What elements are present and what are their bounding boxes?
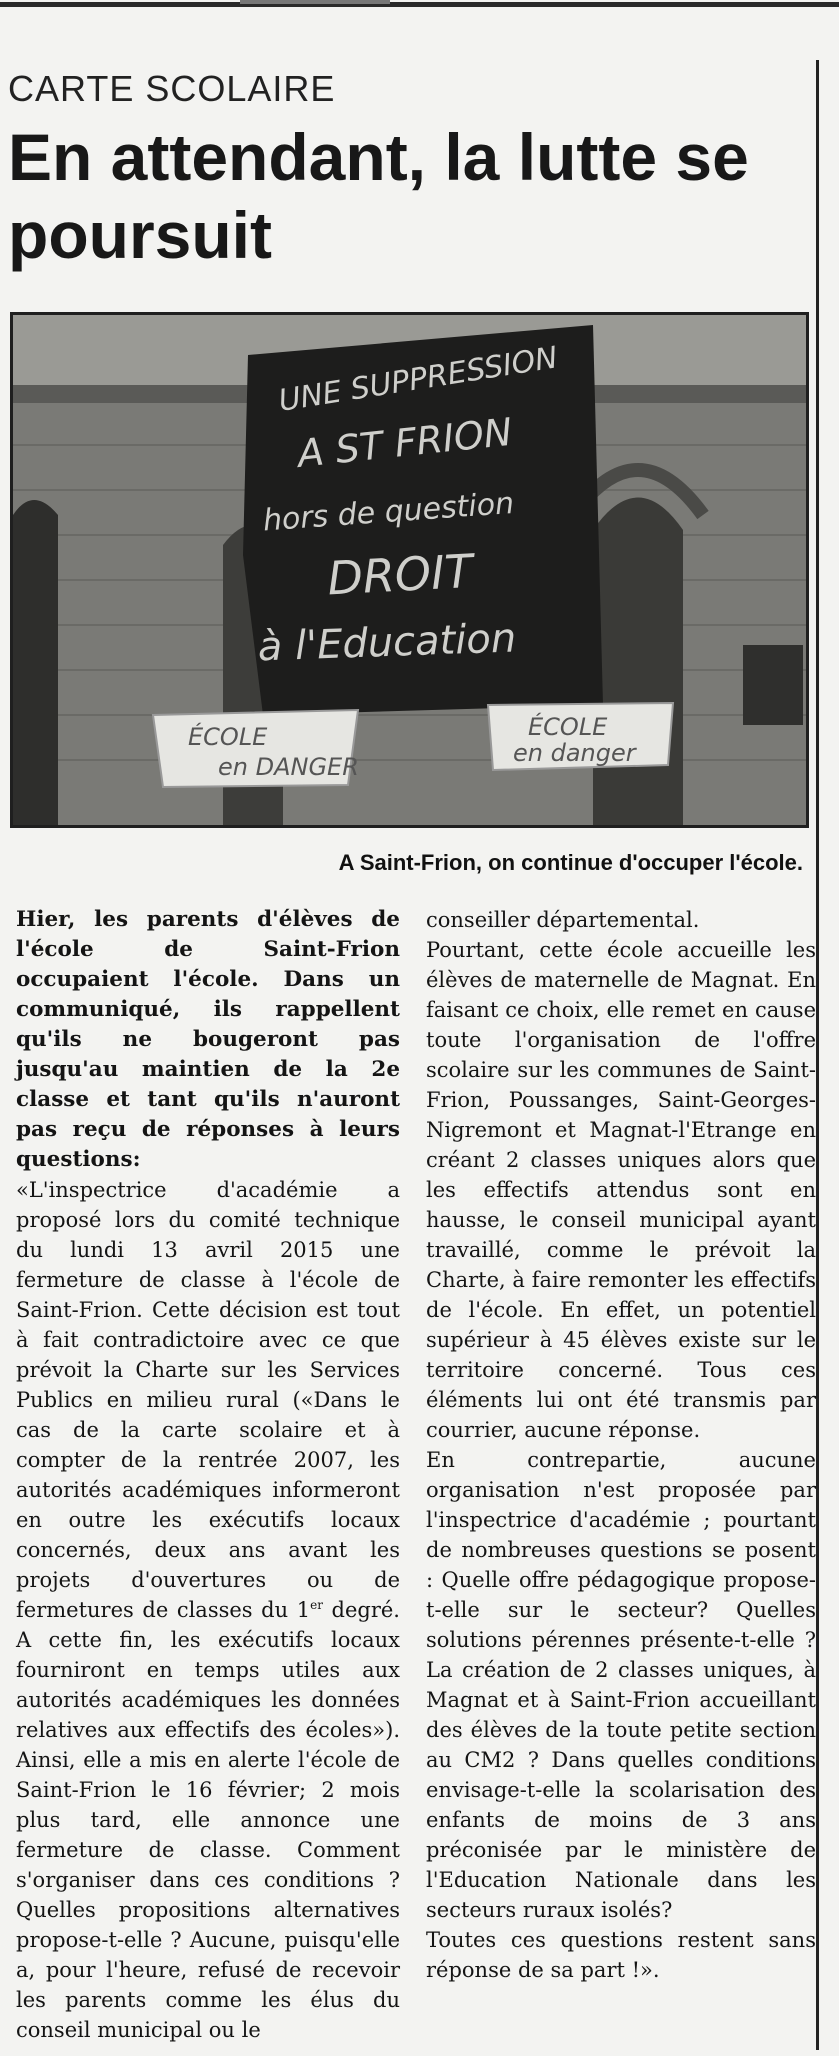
- article-paragraph-2: Pourtant, cette école accueille les élèves de maternelle de Magnat. En faisant ce choix, elle remet en cause toute l'organisation de l'offre scolaire sur les communes de Saint-Frion, Poussanges, Saint-Georges-Nigremont et Magnat-l'Etrange en créant 2 classes uniques alors que les effectifs attendus sont en hausse, le conseil municipal ayant travaillé, comme le prévoit la Charte, à faire remonter les effectifs de l'école. En effet, un potentiel supérieur à 45 élèves existe sur le territoire concerné. Tous ces éléments lui ont été transmis par courrier, aucune réponse.: [426, 938, 816, 1442]
- column-rule: [816, 60, 819, 2050]
- article-column-left: [16, 905, 400, 2045]
- svg-text:ÉCOLE: ÉCOLE: [528, 713, 608, 741]
- page-top-border: [0, 0, 839, 14]
- article-lead: Hier, les parents d'élèves de l'école de Saint-Frion occupaient l'école. Dans un communiqué, ils rappellent qu'ils ne bougeront pas jusqu'au maintien de la 2e classe et tant qu'ils n'auront pas reçu de réponses à leurs questions:: [16, 907, 400, 1172]
- article-paragraph-3: En contrepartie, aucune organisation n'est proposée par l'inspectrice d'académie ; pourtant de nombreuses questions se posent : Quelle offre pédagogique propose-t-elle sur le secteur? Quelles solutions pérennes présente-t-elle ? La création de 2 classes uniques, à Magnat et à Saint-Frion accueillant des élèves de la toute petite section au CM2 ? Dans quelles conditions envisage-t-elle la scolarisation des enfants de moins de 3 ans préconisée par le ministère de l'Education Nationale dans les secteurs ruraux isolés?: [426, 1448, 816, 1922]
- photo-caption: A Saint-Frion, on continue d'occuper l'école.: [338, 850, 803, 875]
- article-photo: [10, 312, 809, 828]
- article-paragraph-4: Toutes ces questions restent sans réponse de sa part !».: [426, 1928, 816, 1982]
- svg-text:en danger: en danger: [513, 739, 636, 767]
- headline: En attendant, la lutte se poursuit: [8, 120, 749, 272]
- svg-text:A ST FRION: A ST FRION: [295, 409, 515, 476]
- article-paragraph-1-continued: conseiller départemental.: [426, 908, 700, 932]
- svg-text:ÉCOLE: ÉCOLE: [188, 723, 268, 751]
- svg-text:à l'Education: à l'Education: [257, 615, 517, 671]
- svg-text:DROIT: DROIT: [326, 543, 475, 606]
- section-label: CARTE SCOLAIRE: [8, 68, 336, 109]
- article-paragraph-1: «L'inspectrice d'académie a proposé lors du comité technique du lundi 13 avril 2015 une fermeture de classe à l'école de Saint-Frion. Cette décision est tout à fait contradictoire avec ce que prévoit la Charte sur les Services Publics en milieu rural («Dans le cas de la carte scolaire et à compter de la rentrée 2007, les autorités académiques informeront en outre les exécutifs locaux concernés, deux ans avant les projets d'ouvertures ou de fermetures de classes du 1er degré. A cette fin, les exécutifs locaux fourniront en temps utiles aux autorités académiques les données relatives aux effectifs des écoles»). Ainsi, elle a mis en alerte l'école de Saint-Frion le 16 février; 2 mois plus tard, elle annonce une fermeture de classe. Comment s'organiser dans ces conditions ? Quelles propositions alternatives propose-t-elle ? Aucune, puisqu'elle a, pour l'heure, refusé de recevoir les parents comme les élus du conseil municipal ou le: [16, 1178, 400, 2042]
- svg-text:en DANGER: en DANGER: [218, 753, 359, 781]
- svg-text:hors de question: hors de question: [261, 485, 516, 539]
- article-column-right: [426, 905, 816, 1985]
- svg-text:UNE SUPPRESSION: UNE SUPPRESSION: [276, 340, 561, 419]
